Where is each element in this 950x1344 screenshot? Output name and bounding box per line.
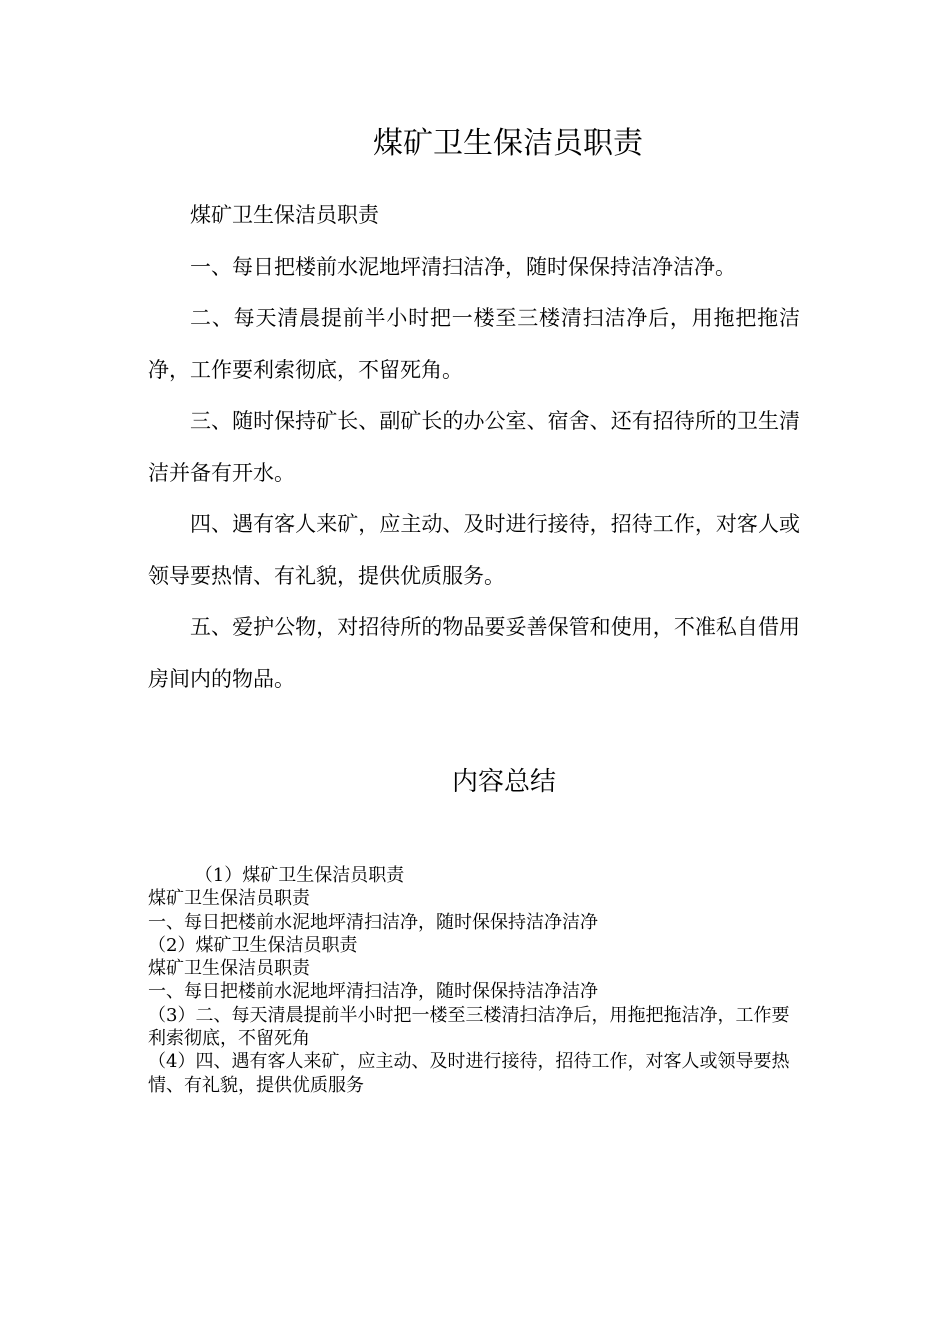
body-paragraph: 三、随时保持矿长、副矿长的办公室、宿舍、还有招待所的卫生清洁并备有开水。 [148,409,800,485]
summary-line: 煤矿卫生保洁员职责 [148,888,310,910]
document-title: 煤矿卫生保洁员职责 [373,126,643,161]
summary-line: 一、每日把楼前水泥地坪清扫洁净，随时保保持洁净洁净 [148,981,598,1003]
body-paragraph: 二、每天清晨提前半小时把一楼至三楼清扫洁净后，用拖把拖洁净，工作要利索彻底，不留死角。 [148,306,800,382]
summary-line: （4）四、遇有客人来矿，应主动、及时进行接待，招待工作，对客人或领导要热情、有礼貌，提供优质服务 [148,1051,790,1096]
body-paragraph: 煤矿卫生保洁员职责 [190,203,379,227]
summary-line: 一、每日把楼前水泥地坪清扫洁净，随时保保持洁净洁净 [148,911,598,933]
summary-title: 内容总结 [451,767,556,797]
summary-section [148,864,804,1097]
body-paragraph: 四、遇有客人来矿，应主动、及时进行接待，招待工作，对客人或领导要热情、有礼貌，提供优质服务。 [148,512,800,588]
summary-line: （2）煤矿卫生保洁员职责 [148,934,358,956]
body-paragraph: 五、爱护公物，对招待所的物品要妥善保管和使用，不准私自借用房间内的物品。 [148,615,800,691]
summary-line: （3）二、每天清晨提前半小时把一楼至三楼清扫洁净后，用拖把拖洁净，工作要利索彻底，不留死角 [148,1004,790,1050]
document-body [148,190,800,705]
body-paragraph: 一、每日把楼前水泥地坪清扫洁净，随时保保持洁净洁净。 [190,254,736,279]
summary-line: （1）煤矿卫生保洁员职责 [194,865,405,886]
summary-line: 煤矿卫生保洁员职责 [148,958,310,980]
